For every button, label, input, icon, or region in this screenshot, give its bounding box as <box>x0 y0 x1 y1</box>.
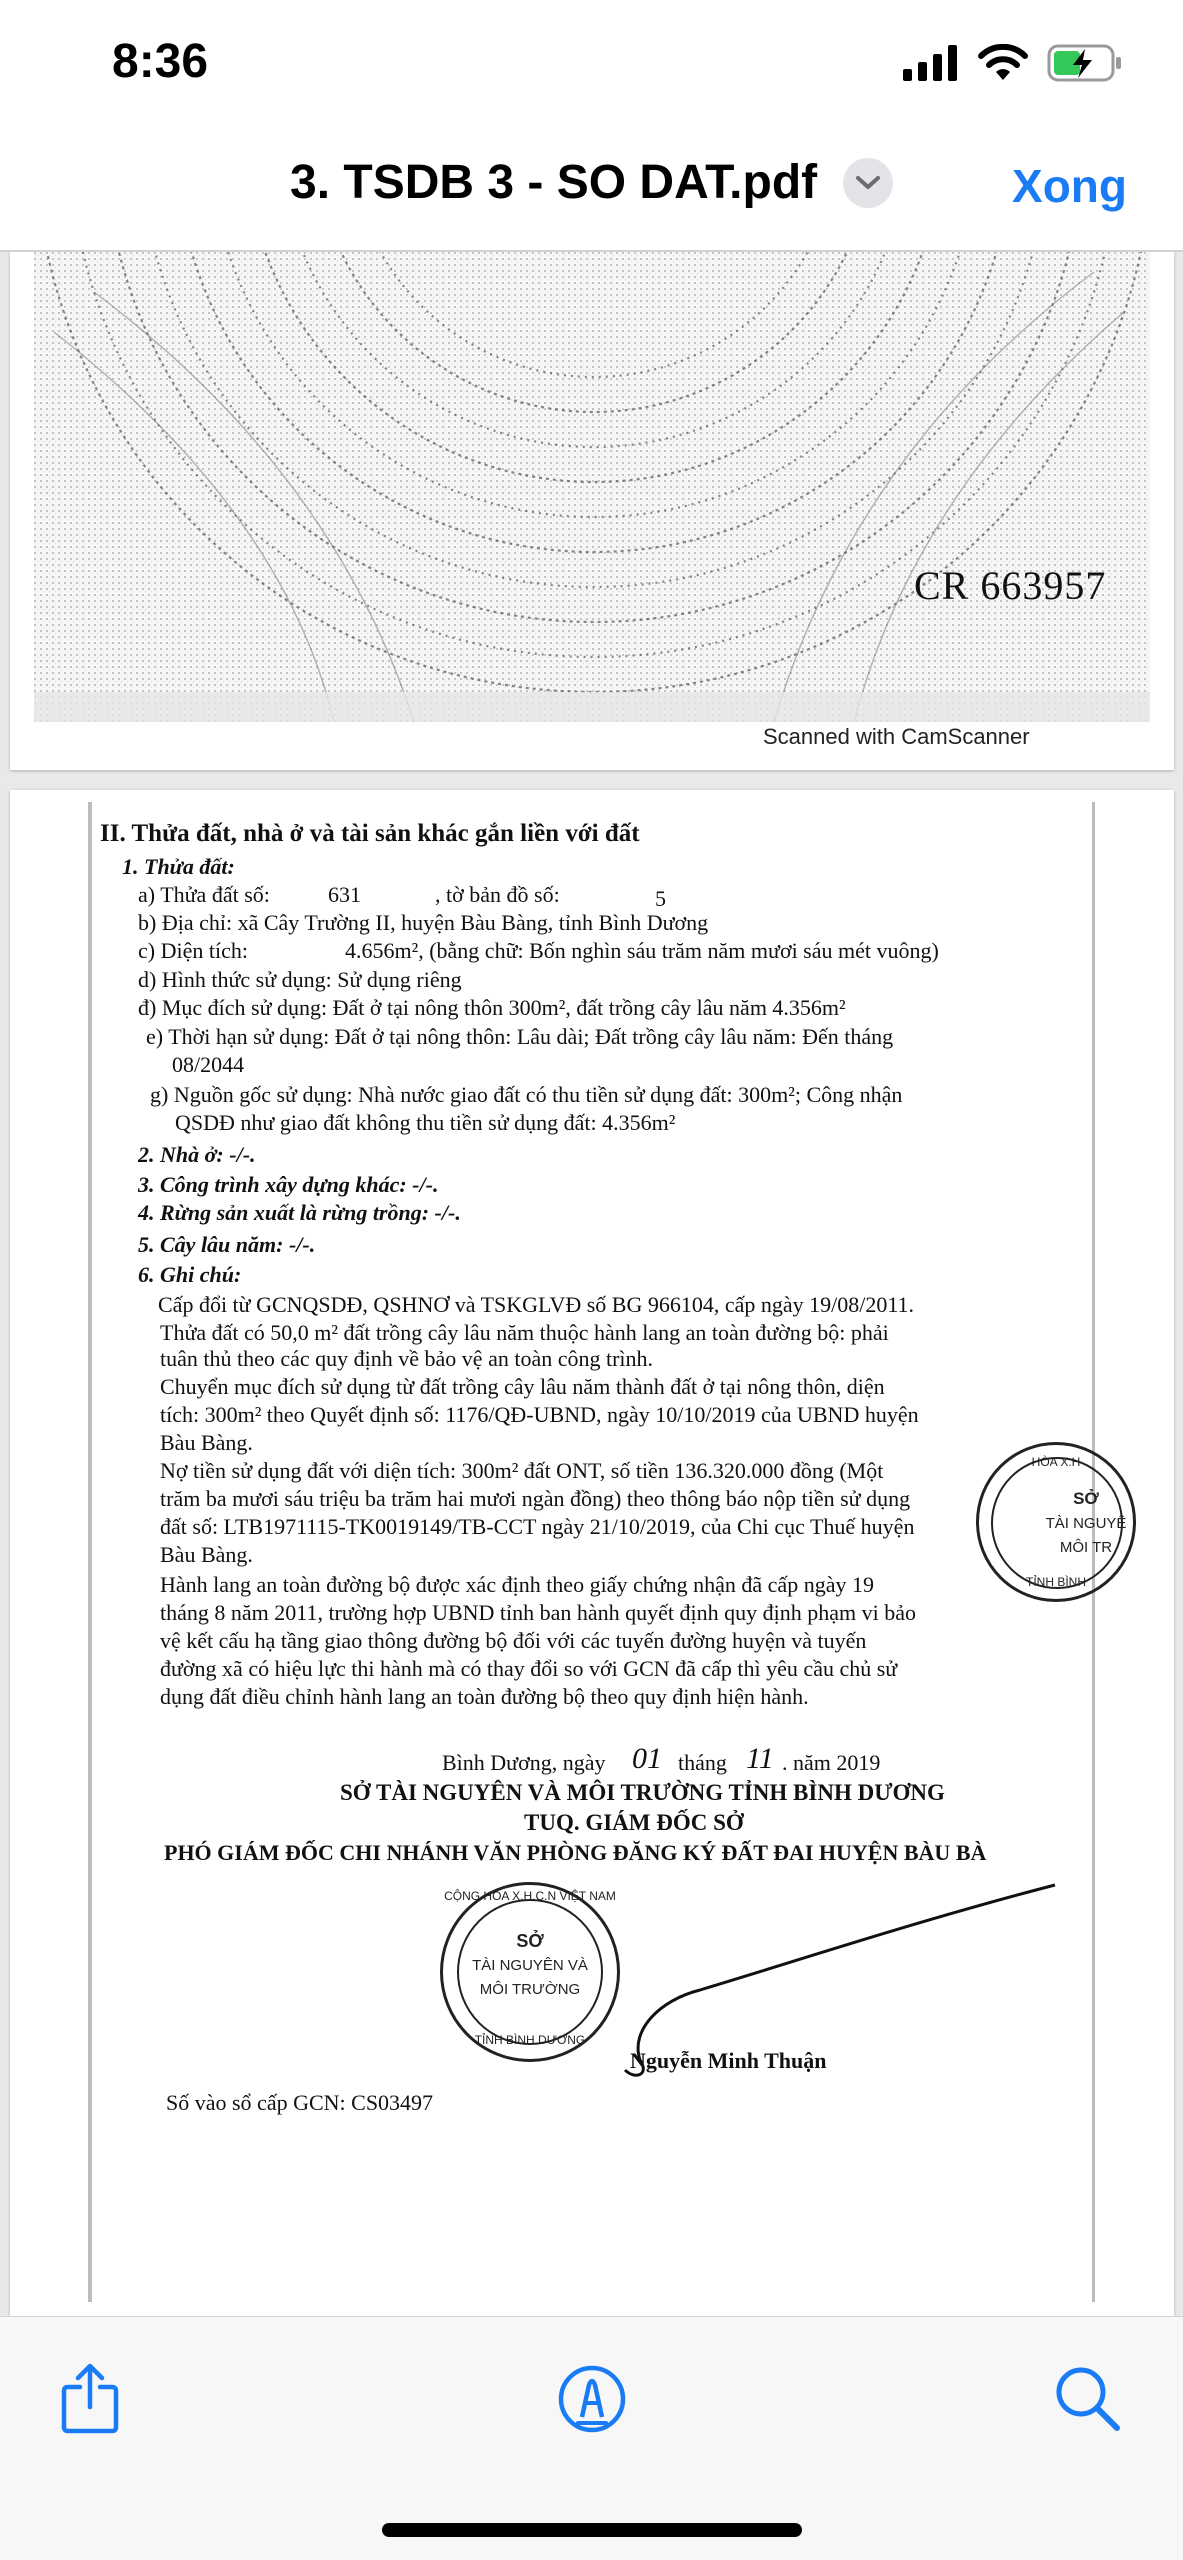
note-line: tích: 300m² theo Quyết định số: 1176/QĐ-UBND, ngày 10/10/2019 của UBND huyện <box>160 1402 919 1427</box>
item-c-value: 4.656m², (bằng chữ: Bốn nghìn sáu trăm năm mươi sáu mét vuông) <box>345 938 939 963</box>
pdf-page-2 <box>10 790 1174 2316</box>
date-month: 11 <box>746 1742 774 1775</box>
certificate-serial-number: CR 663957 <box>914 563 1107 608</box>
signer-name: Nguyễn Minh Thuận <box>630 2048 827 2073</box>
search-icon <box>1053 2364 1123 2434</box>
battery-charging-icon <box>1047 44 1123 87</box>
item-a-parcel: 631 <box>328 882 361 907</box>
note-line: Bàu Bàng. <box>160 1430 253 1455</box>
stamp-ring-text: HÒA X.H <box>1031 1455 1081 1469</box>
bottom-toolbar <box>0 2316 1183 2560</box>
note-line: đường xã có hiệu lực thi hành mà có thay đổi so với GCN đã cấp thì yêu cầu chủ sử <box>160 1656 898 1681</box>
item-b: b) Địa chỉ: xã Cây Trường II, huyện Bàu Bàng, tỉnh Bình Dương <box>138 910 709 935</box>
wifi-icon <box>977 44 1029 87</box>
markup-icon <box>556 2363 628 2435</box>
document-title: 3. TSDB 3 - SO DAT.pdf <box>290 156 818 209</box>
item-d: d) Hình thức sử dụng: Sử dụng riêng <box>138 967 462 992</box>
note-line: Bàu Bàng. <box>160 1542 253 1567</box>
authority-line-3: PHÓ GIÁM ĐỐC CHI NHÁNH VĂN PHÒNG ĐĂNG KÝ ĐẤT ĐAI HUYỆN BÀU BÀ <box>164 1840 987 1865</box>
note-line: Nợ tiền sử dụng đất với diện tích: 300m² đất ONT, số tiền 136.320.000 đồng (Một <box>160 1458 884 1483</box>
item-a-map-label: , tờ bản đồ số: <box>435 882 560 907</box>
item-3-structures: 3. Công trình xây dựng khác: -/-. <box>138 1172 439 1197</box>
status-icons <box>903 44 1123 87</box>
item-g-line2: QSDĐ như giao đất không thu tiền sử dụng đất: 4.356m² <box>175 1110 676 1135</box>
note-line: đất số: LTB1971115-TK0019149/TB-CCT ngày 21/10/2019, của Chi cục Thuế huyện <box>160 1514 915 1539</box>
search-button[interactable] <box>1048 2359 1128 2439</box>
authority-line-2: TUQ. GIÁM ĐỐC SỞ <box>524 1810 744 1835</box>
stamp-ring-text: TỈNH BÌNH DƯƠNG <box>474 2033 586 2047</box>
item-a-map: 5 <box>655 886 666 911</box>
note-line: vệ kết cấu hạ tầng giao thông đường bộ đối với các tuyến đường huyện và tuyến <box>160 1628 867 1653</box>
stamp-ring-text: TỈNH BÌNH <box>1026 1575 1086 1589</box>
note-line: Hành lang an toàn đường bộ được xác định theo giấy chứng nhận đã cấp ngày 19 <box>160 1572 874 1597</box>
status-bar <box>0 0 1183 125</box>
land-heading: 1. Thửa đất: <box>122 854 235 879</box>
scanned-certificate-pattern <box>34 252 1150 722</box>
camscanner-watermark: Scanned with CamScanner <box>763 724 1030 749</box>
item-e-line1: e) Thời hạn sử dụng: Đất ở tại nông thôn: Lâu dài; Đất trồng cây lâu năm: Đến tháng <box>146 1024 894 1049</box>
note-line: Cấp đổi từ GCNQSDĐ, QSHNƠ và TSKGLVĐ số BG 966104, cấp ngày 19/08/2011. <box>158 1292 915 1317</box>
note-line: tháng 8 năm 2011, trường hợp UBND tỉnh ban hành quyết định quy định phạm vi bảo <box>160 1600 917 1625</box>
stamp-line: TÀI NGUYÊN VÀ <box>472 1957 588 1974</box>
markup-button[interactable] <box>552 2359 632 2439</box>
done-button[interactable]: Xong <box>1012 160 1127 212</box>
item-5-trees: 5. Cây lâu năm: -/-. <box>138 1232 316 1257</box>
stamp-line: MÔI TRƯỜNG <box>479 1981 581 1998</box>
date-year: . năm 2019 <box>782 1750 881 1775</box>
note-line: tuân thủ theo các quy định về bảo vệ an toàn công trình. <box>160 1346 654 1371</box>
section-title: II. Thửa đất, nhà ở và tài sản khác gắn liền với đất <box>100 820 640 847</box>
official-seal-stamp <box>440 1882 620 2062</box>
pdf-page-1 <box>10 252 1174 770</box>
chevron-down-icon <box>855 175 881 191</box>
item-2-house: 2. Nhà ở: -/-. <box>138 1142 256 1167</box>
side-seal-stamp <box>976 1442 1136 1602</box>
stamp-ring-text: CỘNG HÒA X.H.C.N VIỆT NAM <box>444 1889 616 1903</box>
share-button[interactable] <box>50 2359 130 2439</box>
navigation-bar <box>0 125 1183 252</box>
item-6-notes-heading: 6. Ghi chú: <box>138 1262 242 1287</box>
authority-line-1: SỞ TÀI NGUYÊN VÀ MÔI TRƯỜNG TỈNH BÌNH DƯƠNG <box>340 1780 945 1805</box>
status-time: 8:36 <box>112 35 209 88</box>
note-line: Chuyển mục đích sử dụng từ đất trồng cây lâu năm thành đất ở tại nông thôn, diện <box>160 1374 885 1399</box>
note-line: dụng đất điều chỉnh hành lang an toàn đường bộ theo quy định hiện hành. <box>160 1684 809 1709</box>
date-day: 01 <box>632 1742 662 1775</box>
title-options-button[interactable] <box>843 158 893 208</box>
item-dd: đ) Mục đích sử dụng: Đất ở tại nông thôn 300m², đất trồng cây lâu năm 4.356m² <box>138 995 846 1020</box>
share-icon <box>58 2363 122 2435</box>
cellular-signal-icon <box>903 45 959 86</box>
document-scroll-area[interactable] <box>0 252 1183 2316</box>
stamp-line: SỞ <box>1073 1489 1099 1508</box>
date-prefix: Bình Dương, ngày <box>442 1750 606 1775</box>
note-line: Thửa đất có 50,0 m² đất trồng cây lâu năm thuộc hành lang an toàn đường bộ: phải <box>160 1320 889 1345</box>
item-e-line2: 08/2044 <box>172 1052 245 1077</box>
item-a-label: a) Thửa đất số: <box>138 882 270 907</box>
item-g-line1: g) Nguồn gốc sử dụng: Nhà nước giao đất có thu tiền sử dụng đất: 300m²; Công nhận <box>150 1082 903 1107</box>
date-month-label: tháng <box>678 1750 727 1775</box>
title-menu[interactable] <box>290 155 893 210</box>
land-certificate-text <box>10 790 1174 2316</box>
stamp-line: SỞ <box>516 1931 544 1951</box>
stamp-line: MÔI TR <box>1059 1539 1113 1556</box>
home-indicator[interactable] <box>382 2523 802 2537</box>
registry-number: Số vào sổ cấp GCN: CS03497 <box>166 2090 434 2115</box>
item-4-forest: 4. Rừng sản xuất là rừng trồng: -/-. <box>138 1200 461 1225</box>
note-line: trăm ba mươi sáu triệu ba trăm hai mươi ngàn đồng) theo thông báo nộp tiền sử dụng <box>160 1486 911 1511</box>
item-c-label: c) Diện tích: <box>138 938 248 963</box>
stamp-line: TÀI NGUYÊ <box>1045 1515 1127 1532</box>
